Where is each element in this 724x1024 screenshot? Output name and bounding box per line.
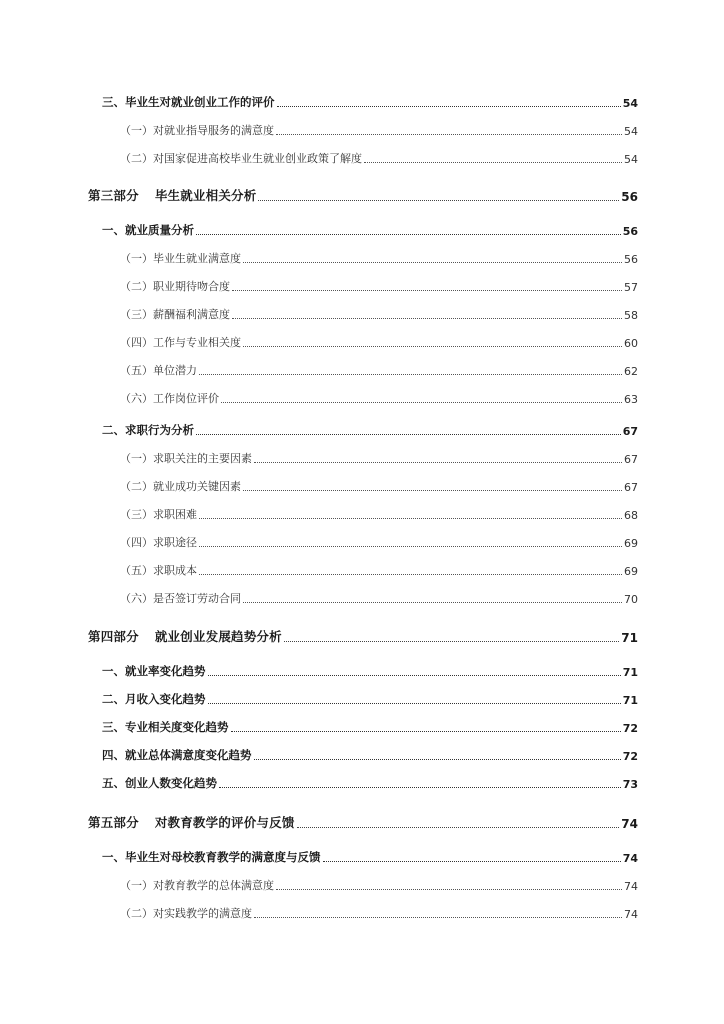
toc-entry-title: （一）求职关注的主要因素	[120, 452, 252, 465]
toc-page-number: 70	[624, 593, 638, 606]
toc-entry-title: 三、专业相关度变化趋势	[102, 720, 229, 734]
toc-entry-title: （二）就业成功关键因素	[120, 480, 241, 493]
toc-page-number: 69	[624, 537, 638, 550]
toc-subsection-entry[interactable]	[120, 506, 638, 522]
toc-page-number: 56	[622, 225, 638, 238]
dot-leader	[297, 817, 620, 828]
toc-page-number: 73	[622, 778, 638, 791]
toc-page-number: 72	[622, 722, 638, 735]
dot-leader	[219, 777, 621, 788]
toc-subsection-entry[interactable]	[120, 590, 638, 606]
dot-leader	[199, 564, 622, 575]
toc-page-number: 67	[624, 453, 638, 466]
toc-entry-title: （三）薪酬福利满意度	[120, 308, 230, 321]
toc-subsection-entry[interactable]	[120, 306, 638, 322]
toc-subsection-entry[interactable]	[120, 278, 638, 294]
toc-page-number: 56	[624, 253, 638, 266]
toc-entry-title: 二、月收入变化趋势	[102, 692, 206, 706]
toc-entry-title: （六）是否签订劳动合同	[120, 592, 241, 605]
toc-page-number: 74	[624, 880, 638, 893]
toc-page-number: 71	[622, 694, 638, 707]
dot-leader	[364, 152, 622, 163]
toc-page-number: 58	[624, 309, 638, 322]
toc-page-number: 57	[624, 281, 638, 294]
toc-subsection-entry[interactable]	[120, 562, 638, 578]
dot-leader	[232, 308, 622, 319]
toc-page-number: 74	[622, 852, 638, 865]
toc-part-name: 毕生就业相关分析	[154, 188, 257, 203]
toc-entry-title: （二）职业期待吻合度	[120, 280, 230, 293]
dot-leader	[199, 508, 622, 519]
toc-subsection-entry[interactable]	[120, 877, 638, 893]
dot-leader	[243, 592, 622, 603]
toc-part-label: 第三部分	[88, 188, 139, 203]
toc-entry-title: 一、就业率变化趋势	[102, 664, 206, 678]
toc-subsection-entry[interactable]	[120, 250, 638, 266]
dot-leader	[199, 536, 622, 547]
toc-entry-title: （二）对国家促进高校毕业生就业创业政策了解度	[120, 152, 362, 165]
dot-leader	[208, 665, 621, 676]
dot-leader	[254, 749, 621, 760]
dot-leader	[196, 424, 621, 435]
toc-entry-title: 一、就业质量分析	[102, 223, 194, 237]
dot-leader	[243, 252, 622, 263]
toc-page-number: 62	[624, 365, 638, 378]
toc-entry-title: 四、就业总体满意度变化趋势	[102, 748, 252, 762]
toc-part-title	[88, 627, 282, 645]
toc-page-number: 71	[621, 631, 638, 645]
toc-entry-title: （三）求职困难	[120, 508, 197, 521]
toc-entry-title: 五、创业人数变化趋势	[102, 776, 217, 790]
dot-leader	[199, 364, 622, 375]
toc-part-label: 第四部分	[88, 629, 139, 644]
toc-section-entry[interactable]	[102, 222, 638, 238]
toc-part-heading[interactable]	[88, 813, 638, 831]
toc-part-name: 就业创业发展趋势分析	[154, 629, 282, 644]
toc-section-entry[interactable]	[102, 747, 638, 763]
dot-leader	[276, 879, 622, 890]
toc-section-entry[interactable]	[102, 775, 638, 791]
dot-leader	[277, 96, 621, 107]
toc-entry-title: 二、求职行为分析	[102, 423, 194, 437]
toc-section-entry[interactable]	[102, 422, 638, 438]
dot-leader	[276, 124, 622, 135]
toc-page-number: 56	[621, 190, 638, 204]
toc-section-entry[interactable]	[102, 849, 638, 865]
toc-page-number: 72	[622, 750, 638, 763]
toc-section-entry[interactable]	[102, 94, 638, 110]
dot-leader	[196, 224, 621, 235]
toc-subsection-entry[interactable]	[120, 905, 638, 921]
toc-page-number: 74	[621, 817, 638, 831]
toc-section-entry[interactable]	[102, 719, 638, 735]
toc-entry-title: （四）求职途径	[120, 536, 197, 549]
dot-leader	[231, 721, 621, 732]
toc-subsection-entry[interactable]	[120, 122, 638, 138]
dot-leader	[221, 392, 622, 403]
toc-entry-title: （四）工作与专业相关度	[120, 336, 241, 349]
toc-subsection-entry[interactable]	[120, 450, 638, 466]
toc-subsection-entry[interactable]	[120, 334, 638, 350]
toc-entry-title: （五）求职成本	[120, 564, 197, 577]
toc-subsection-entry[interactable]	[120, 534, 638, 550]
dot-leader	[254, 907, 622, 918]
toc-subsection-entry[interactable]	[120, 362, 638, 378]
toc-entry-title: （一）对就业指导服务的满意度	[120, 124, 274, 137]
toc-entry-title: （二）对实践教学的满意度	[120, 907, 252, 920]
toc-section-entry[interactable]	[102, 691, 638, 707]
dot-leader	[232, 280, 622, 291]
toc-entry-title: （一）毕业生就业满意度	[120, 252, 241, 265]
toc-page-number: 74	[624, 908, 638, 921]
toc-entry-title: （一）对教育教学的总体满意度	[120, 879, 274, 892]
toc-part-title	[88, 186, 256, 204]
toc-entry-title: 三、毕业生对就业创业工作的评价	[102, 95, 275, 109]
dot-leader	[284, 631, 619, 642]
toc-page-number: 54	[624, 125, 638, 138]
dot-leader	[243, 480, 622, 491]
dot-leader	[258, 190, 619, 201]
toc-page-number: 63	[624, 393, 638, 406]
toc-page-number: 71	[622, 666, 638, 679]
toc-page-number: 67	[622, 425, 638, 438]
toc-part-title	[88, 813, 295, 831]
toc-page-number: 54	[624, 153, 638, 166]
toc-page-number: 54	[622, 97, 638, 110]
toc-page-number: 67	[624, 481, 638, 494]
toc-entry-title: （六）工作岗位评价	[120, 392, 219, 405]
toc-entry-title: （五）单位潜力	[120, 364, 197, 377]
dot-leader	[323, 851, 621, 862]
toc-part-heading[interactable]	[88, 186, 638, 204]
dot-leader	[254, 452, 622, 463]
toc-part-name: 对教育教学的评价与反馈	[154, 815, 295, 830]
toc-subsection-entry[interactable]	[120, 150, 638, 166]
toc-subsection-entry[interactable]	[120, 390, 638, 406]
toc-page-number: 60	[624, 337, 638, 350]
toc-entry-title: 一、毕业生对母校教育教学的满意度与反馈	[102, 850, 321, 864]
toc-page-number: 68	[624, 509, 638, 522]
dot-leader	[243, 336, 622, 347]
toc-part-heading[interactable]	[88, 627, 638, 645]
dot-leader	[208, 693, 621, 704]
toc-page-number: 69	[624, 565, 638, 578]
toc-section-entry[interactable]	[102, 663, 638, 679]
toc-part-label: 第五部分	[88, 815, 139, 830]
toc-subsection-entry[interactable]	[120, 478, 638, 494]
